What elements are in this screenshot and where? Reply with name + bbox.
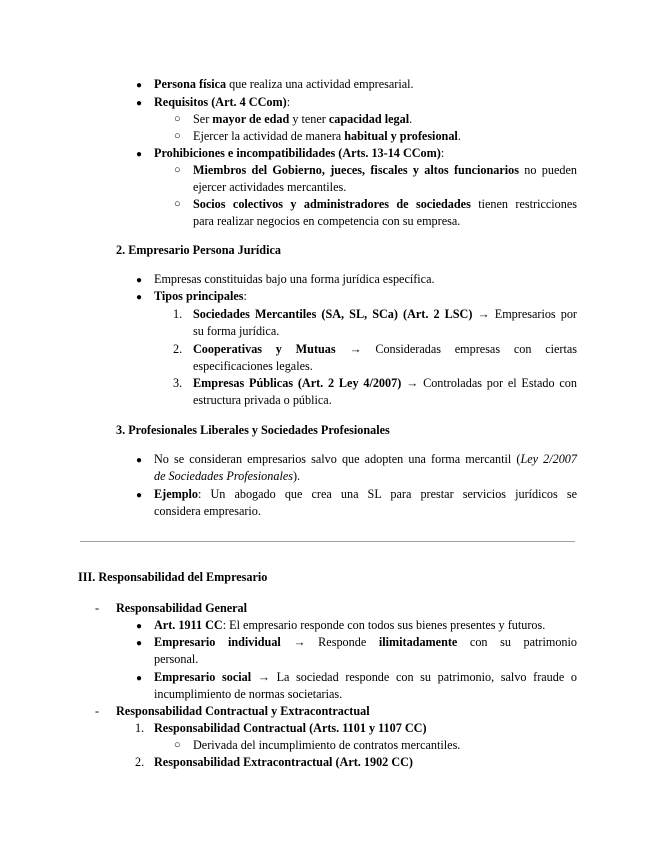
section-heading: 3. Profesionales Liberales y Sociedades Profesionales: [116, 423, 390, 437]
list-item: Prohibiciones e incompatibilidades (Arts. 13-14 CCom):: [154, 146, 445, 160]
list-item: Empresario individual → Responde ilimitadamente con su patrimonio: [154, 635, 577, 649]
dash-marker: -: [95, 601, 100, 615]
bullet-marker: ●: [136, 673, 143, 684]
list-item: Empresario social → La sociedad responde con su patrimonio, salvo fraude o: [154, 670, 577, 684]
list-item: Miembros del Gobierno, jueces, fiscales y altos funcionarios no pueden: [193, 163, 577, 177]
list-item: Responsabilidad Contractual (Arts. 1101 y 1107 CC): [154, 721, 427, 735]
number-marker: 2.: [173, 342, 183, 356]
bullet-marker: ●: [136, 455, 143, 466]
number-marker: 1.: [135, 721, 145, 735]
list-item-cont: su forma jurídica.: [193, 324, 280, 338]
number-marker: 1.: [173, 307, 183, 321]
list-item: Responsabilidad General: [116, 601, 248, 615]
horizontal-divider: [80, 541, 575, 542]
number-marker: 2.: [135, 755, 145, 769]
bullet-marker: ●: [136, 292, 143, 303]
list-item: Empresas constituidas bajo una forma jurídica específica.: [154, 272, 435, 286]
list-item: Derivada del incumplimiento de contratos mercantiles.: [193, 738, 461, 752]
list-item: Ejercer la actividad de manera habitual y profesional.: [193, 129, 461, 143]
circle-marker: ○: [174, 113, 181, 125]
bullet-marker: ●: [136, 275, 143, 286]
list-item: Tipos principales:: [154, 289, 247, 303]
list-item: Responsabilidad Extracontractual (Art. 1902 CC): [154, 755, 413, 769]
list-item-cont: para realizar negocios en competencia con su empresa.: [193, 214, 461, 228]
list-item: Empresas Públicas (Art. 2 Ley 4/2007) → Controladas por el Estado con: [193, 376, 577, 390]
list-item-cont: personal.: [154, 652, 199, 666]
bullet-marker: ●: [136, 490, 143, 501]
list-item-cont: de Sociedades Profesionales).: [154, 469, 301, 483]
list-item-cont: estructura privada o pública.: [193, 393, 332, 407]
list-item: Cooperativas y Mutuas → Consideradas empresas con ciertas: [193, 342, 577, 356]
circle-marker: ○: [174, 130, 181, 142]
dash-marker: -: [95, 704, 100, 718]
list-item: Requisitos (Art. 4 CCom):: [154, 95, 291, 109]
bullet-marker: ●: [136, 149, 143, 160]
circle-marker: ○: [174, 198, 181, 210]
list-item: Responsabilidad Contractual y Extracontractual: [116, 704, 370, 718]
list-item-cont: ejercer actividades mercantiles.: [193, 180, 347, 194]
circle-marker: ○: [174, 739, 181, 751]
list-item: Art. 1911 CC: El empresario responde con todos sus bienes presentes y futuros.: [154, 618, 546, 632]
bullet-marker: ●: [136, 98, 143, 109]
list-item: Ejemplo: Un abogado que crea una SL para prestar servicios jurídicos se: [154, 487, 577, 501]
list-item: Sociedades Mercantiles (SA, SL, SCa) (Art. 2 LSC) → Empresarios por: [193, 307, 577, 321]
list-item: No se consideran empresarios salvo que adopten una forma mercantil (Ley 2/2007: [154, 452, 577, 466]
bullet-marker: ●: [136, 638, 143, 649]
list-item-cont: especificaciones legales.: [193, 359, 313, 373]
number-marker: 3.: [173, 376, 183, 390]
section-heading: III. Responsabilidad del Empresario: [78, 570, 268, 584]
section-heading: 2. Empresario Persona Jurídica: [116, 243, 281, 257]
list-item-cont: incumplimiento de normas societarias.: [154, 687, 343, 701]
bullet-marker: ●: [136, 621, 143, 632]
bullet-marker: ●: [136, 80, 143, 91]
list-item: Socios colectivos y administradores de sociedades tienen restricciones: [193, 197, 577, 211]
circle-marker: ○: [174, 164, 181, 176]
list-item: Ser mayor de edad y tener capacidad legal.: [193, 112, 413, 126]
list-item-cont: considera empresario.: [154, 504, 261, 518]
list-item: Persona física que realiza una actividad empresarial.: [154, 77, 414, 91]
